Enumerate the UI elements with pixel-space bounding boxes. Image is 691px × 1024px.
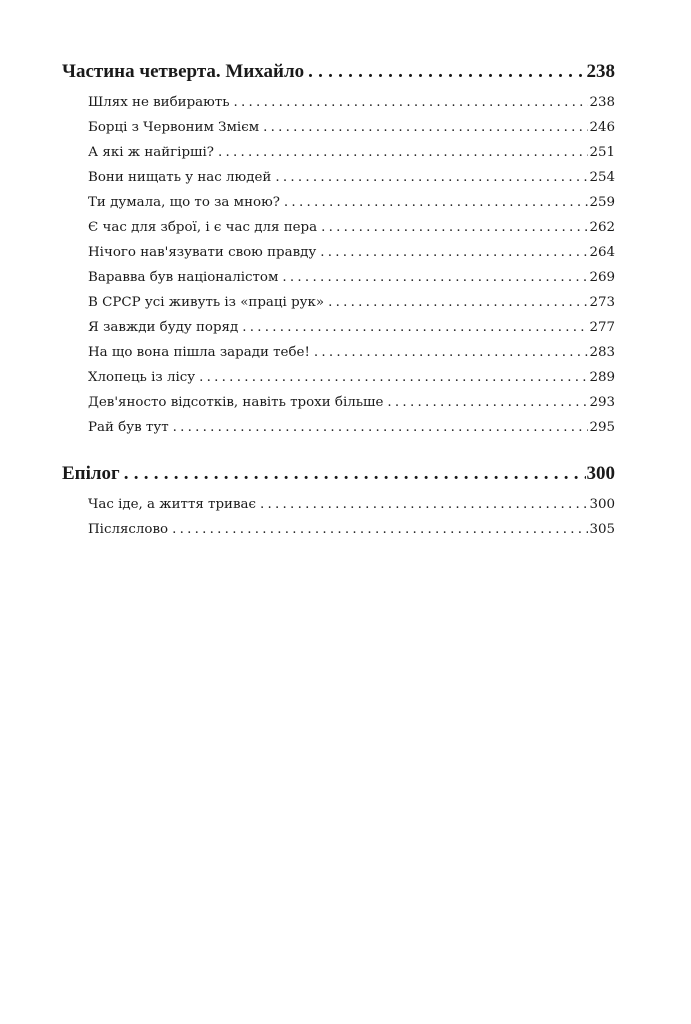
toc-entry[interactable]: [62, 517, 615, 542]
toc-dot-leader: [282, 265, 588, 290]
toc-entry[interactable]: [62, 240, 615, 265]
toc-page-number: 254: [589, 170, 615, 185]
toc-section-epilogue: [62, 460, 615, 542]
toc-entry[interactable]: [62, 115, 615, 140]
toc-entry-title: Нічого нав'язувати свою правду: [88, 245, 317, 260]
toc-page-number: 264: [589, 245, 615, 260]
toc-entry-title: Шлях не вибирають: [88, 95, 230, 110]
toc-entry-title: В СРСР усі живуть із «праці рук»: [88, 295, 325, 310]
toc-entry[interactable]: [62, 315, 615, 340]
toc-dot-leader: [242, 315, 588, 340]
toc-page-number: 283: [589, 345, 615, 360]
toc-dot-leader: [173, 415, 589, 440]
toc-part-heading[interactable]: [62, 460, 615, 488]
toc-page-number: 262: [589, 220, 615, 235]
toc-part-title: Частина четверта. Михайло: [62, 61, 305, 82]
toc-entry-title: Борці з Червоним Змієм: [88, 120, 260, 135]
toc-entry-title: Дев'яносто відсотків, навіть трохи більше: [88, 395, 384, 410]
toc-entry[interactable]: [62, 365, 615, 390]
toc-page-number: 273: [589, 295, 615, 310]
toc-dot-leader: [387, 390, 588, 415]
toc-page-number: 295: [589, 420, 615, 435]
toc-entry-title: Післяслово: [88, 522, 169, 537]
toc-dot-leader: [218, 140, 588, 165]
toc-part-heading[interactable]: [62, 58, 615, 86]
toc-entry[interactable]: [62, 390, 615, 415]
toc-page-number: 293: [589, 395, 615, 410]
toc-dot-leader: [260, 492, 588, 517]
toc-entry[interactable]: [62, 165, 615, 190]
toc-entry-title: А які ж найгірші?: [88, 145, 214, 160]
toc-page-number: 259: [589, 195, 615, 210]
toc-entry[interactable]: [62, 290, 615, 315]
toc-part-title: Епілог: [62, 463, 120, 484]
toc-dot-leader: [321, 215, 588, 240]
toc-entry[interactable]: [62, 265, 615, 290]
toc-entry-title: Хлопець із лісу: [88, 370, 196, 385]
toc-dot-leader: [275, 165, 588, 190]
toc-entry[interactable]: [62, 140, 615, 165]
toc-entry[interactable]: [62, 190, 615, 215]
toc-page-number: 277: [589, 320, 615, 335]
toc-dot-leader: [263, 115, 588, 140]
toc-entry[interactable]: [62, 415, 615, 440]
toc-entry-title: Я завжди буду поряд: [88, 320, 239, 335]
toc-dot-leader: [124, 460, 586, 488]
toc-page-number: 251: [589, 145, 615, 160]
toc-dot-leader: [320, 240, 588, 265]
toc-page-number: 305: [589, 522, 615, 537]
toc-dot-leader: [172, 517, 588, 542]
toc-page-number: 300: [589, 497, 615, 512]
toc-dot-leader: [328, 290, 588, 315]
toc-page-number: 238: [589, 95, 615, 110]
toc-page-number: 300: [586, 463, 615, 484]
toc-page-number: 246: [589, 120, 615, 135]
toc-entry-title: Варавва був націоналістом: [88, 270, 279, 285]
toc-page-number: 238: [586, 61, 615, 82]
toc-page-number: 289: [589, 370, 615, 385]
toc-entry-title: Є час для зброї, і є час для пера: [88, 220, 318, 235]
table-of-contents: [62, 58, 615, 562]
toc-entry-title: Час іде, а життя триває: [88, 497, 256, 512]
toc-page-number: 269: [589, 270, 615, 285]
toc-dot-leader: [234, 90, 589, 115]
toc-dot-leader: [314, 340, 589, 365]
toc-dot-leader: [284, 190, 589, 215]
toc-entry[interactable]: [62, 90, 615, 115]
toc-entry-title: Вони нищать у нас людей: [88, 170, 272, 185]
toc-entry[interactable]: [62, 340, 615, 365]
toc-section-part-four: [62, 58, 615, 440]
toc-entry-title: Рай був тут: [88, 420, 169, 435]
toc-entry-title: Ти думала, що то за мною?: [88, 195, 280, 210]
toc-dot-leader: [308, 58, 585, 86]
toc-entry[interactable]: [62, 215, 615, 240]
toc-dot-leader: [199, 365, 588, 390]
toc-entry[interactable]: [62, 492, 615, 517]
toc-entry-title: На що вона пішла заради тебе!: [88, 345, 310, 360]
